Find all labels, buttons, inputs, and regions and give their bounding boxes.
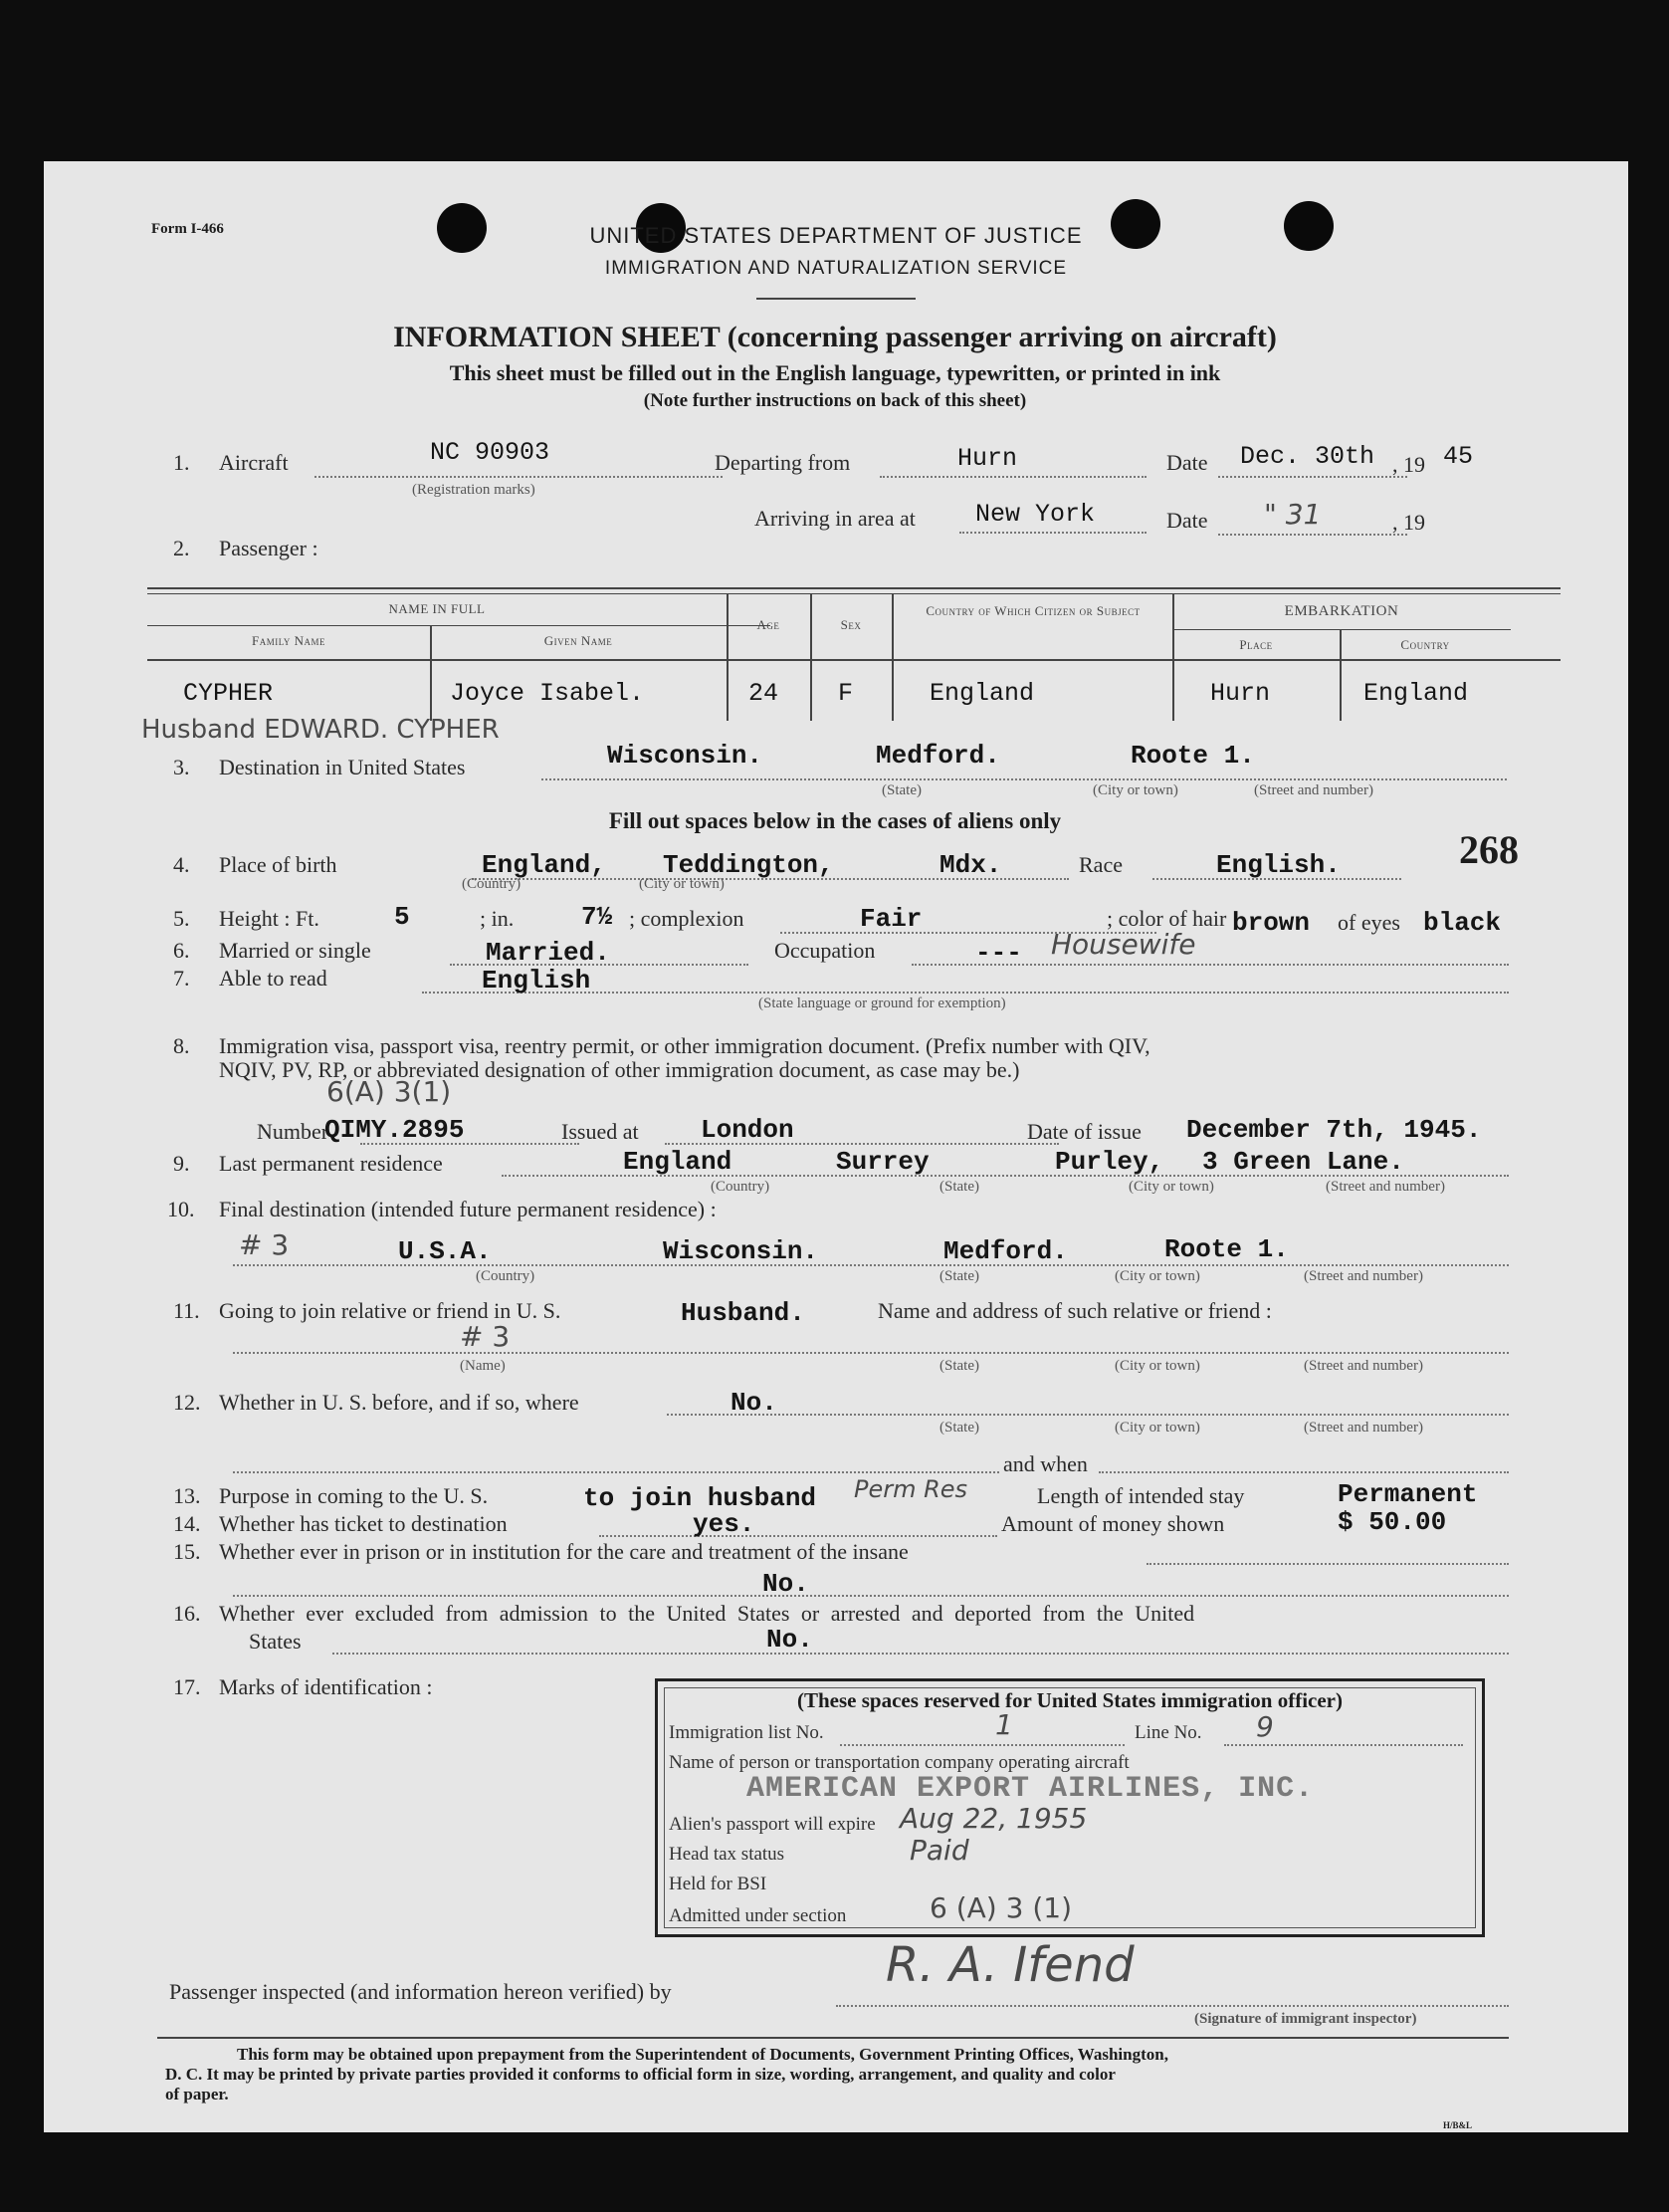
item-number: 6. bbox=[173, 938, 190, 963]
footer-rule bbox=[157, 2037, 1509, 2039]
col-sex: Sex bbox=[840, 617, 862, 632]
issued-label: Issued at bbox=[561, 1119, 639, 1144]
read-value: English bbox=[482, 966, 591, 995]
form-sheet bbox=[44, 161, 1628, 2132]
destination-state: Wisconsin. bbox=[607, 741, 763, 771]
relative-address-line bbox=[233, 1352, 1509, 1354]
col-name-in-full: NAME IN FULL bbox=[388, 601, 486, 616]
race-label: Race bbox=[1079, 852, 1123, 877]
caption-country: (Country) bbox=[462, 876, 522, 892]
inspector-signature: R. A. Ifend bbox=[886, 1937, 1135, 1993]
header-rule bbox=[756, 298, 916, 300]
aircraft-value: NC 90903 bbox=[430, 438, 550, 467]
complexion-label: ; complexion bbox=[629, 906, 744, 931]
occupation-handwritten: Housewife bbox=[1051, 928, 1196, 961]
visa-number-label: Number bbox=[257, 1119, 329, 1144]
departure-year: 45 bbox=[1443, 442, 1474, 471]
issue-date-label: Date of issue bbox=[1027, 1119, 1142, 1144]
stay-label: Length of intended stay bbox=[1037, 1483, 1245, 1508]
arrival-date: " 31 bbox=[1264, 498, 1322, 531]
date-label: Date bbox=[1166, 508, 1208, 533]
line-no-line bbox=[1224, 1744, 1463, 1746]
height-feet: 5 bbox=[394, 902, 410, 932]
caption-street: (Street and number) bbox=[1254, 782, 1373, 798]
ticket-label: Whether has ticket to destination bbox=[219, 1511, 508, 1536]
hair-value: brown bbox=[1232, 908, 1311, 938]
height-inches: 7½ bbox=[581, 902, 613, 932]
col-country-citizen: Country of Which Citizen or Subject bbox=[926, 603, 1141, 618]
money-value: $ 50.00 bbox=[1338, 1507, 1447, 1537]
issued-value: London bbox=[701, 1115, 794, 1145]
final-city: Medford. bbox=[943, 1236, 1068, 1266]
residence-country: England bbox=[623, 1147, 732, 1177]
form-title: INFORMATION SHEET (concerning passenger arriving on aircraft) bbox=[393, 321, 1277, 353]
final-street: Roote 1. bbox=[1164, 1234, 1289, 1264]
item-number: 5. bbox=[173, 906, 190, 931]
issue-date-value: December 7th, 1945. bbox=[1186, 1115, 1482, 1145]
previous-visit-line bbox=[667, 1414, 1509, 1416]
item-number: 7. bbox=[173, 966, 190, 991]
col-place: Place bbox=[1239, 637, 1273, 652]
prison-line bbox=[1147, 1563, 1509, 1565]
caption-city: (City or town) bbox=[1115, 1358, 1200, 1374]
relative-address-label: Name and address of such relative or friend : bbox=[878, 1298, 1272, 1323]
col-age: Age bbox=[756, 617, 780, 632]
cell-age: 24 bbox=[748, 679, 779, 708]
caption-country: (Country) bbox=[711, 1179, 770, 1195]
cell-sex: F bbox=[838, 679, 854, 708]
operator-stamp: AMERICAN EXPORT AIRLINES, INC. bbox=[746, 1772, 1315, 1806]
caption-country: (Country) bbox=[476, 1268, 535, 1284]
caption-city: (City or town) bbox=[1129, 1179, 1214, 1195]
previous-visit-label: Whether in U. S. before, and if so, where bbox=[219, 1390, 579, 1415]
identification-label: Marks of identification : bbox=[219, 1674, 433, 1699]
departure-date: Dec. 30th bbox=[1240, 442, 1375, 471]
destination-line bbox=[541, 778, 1507, 780]
purpose-value: to join husband bbox=[583, 1483, 817, 1513]
item-number: 12. bbox=[173, 1390, 201, 1415]
residence-street: 3 Green Lane. bbox=[1202, 1147, 1404, 1177]
cell-citizen: England bbox=[930, 679, 1035, 708]
height-label: Height : Ft. bbox=[219, 906, 319, 931]
prison-value: No. bbox=[762, 1569, 809, 1599]
marital-label: Married or single bbox=[219, 938, 371, 963]
item-number: 16. bbox=[173, 1601, 201, 1626]
complexion-value: Fair bbox=[860, 904, 923, 934]
signature-caption: (Signature of immigrant inspector) bbox=[1194, 2011, 1417, 2027]
ticket-value: yes. bbox=[693, 1509, 755, 1539]
money-label: Amount of money shown bbox=[1001, 1511, 1225, 1536]
caption-street: (Street and number) bbox=[1304, 1358, 1423, 1374]
list-label: Immigration list No. bbox=[669, 1722, 824, 1743]
excluded-label: Whether ever excluded from admission to the United States or arrested and deported from the United bbox=[219, 1601, 1195, 1626]
item-number: 4. bbox=[173, 852, 190, 877]
line-value: 9 bbox=[1256, 1710, 1274, 1743]
caption-city: (City or town) bbox=[639, 876, 725, 892]
residence-label: Last permanent residence bbox=[219, 1151, 443, 1176]
final-state: Wisconsin. bbox=[663, 1236, 819, 1266]
caption-name: (Name) bbox=[460, 1358, 506, 1374]
destination-city: Medford. bbox=[876, 741, 1000, 771]
caption-state: (State) bbox=[939, 1420, 979, 1436]
final-country: U.S.A. bbox=[398, 1236, 492, 1266]
officer-box-heading: (These spaces reserved for United States immigration officer) bbox=[796, 1688, 1343, 1712]
stay-value: Permanent bbox=[1338, 1479, 1478, 1509]
prison-label: Whether ever in prison or in institution for the care and treatment of the insane bbox=[219, 1539, 909, 1564]
purpose-label: Purpose in coming to the U. S. bbox=[219, 1483, 489, 1508]
item-number: 17. bbox=[173, 1674, 201, 1699]
year-prefix: , 19 bbox=[1392, 510, 1425, 535]
and-when-value-line bbox=[1099, 1471, 1509, 1473]
col-embarkation: EMBARKATION bbox=[1284, 603, 1399, 619]
excluded-label-cont: States bbox=[249, 1629, 302, 1654]
excluded-value: No. bbox=[766, 1625, 813, 1655]
line-label: Line No. bbox=[1135, 1722, 1202, 1743]
destination-street: Roote 1. bbox=[1131, 741, 1255, 771]
final-destination-label: Final destination (intended future permanent residence) : bbox=[219, 1197, 717, 1221]
visa-number: QIMY.2895 bbox=[324, 1115, 465, 1145]
item-number: 8. bbox=[173, 1033, 190, 1058]
race-value: English. bbox=[1216, 850, 1341, 880]
caption-city: (City or town) bbox=[1115, 1268, 1200, 1284]
caption-state: (State) bbox=[882, 782, 922, 798]
item-number: 2. bbox=[173, 536, 190, 560]
aircraft-line bbox=[314, 476, 723, 478]
date-line bbox=[1218, 534, 1407, 536]
signature-line bbox=[836, 2005, 1509, 2007]
col-family-name: Family Name bbox=[252, 633, 325, 648]
handwritten-note: Husband EDWARD. CYPHER bbox=[141, 715, 500, 745]
purpose-handwritten: Perm Res bbox=[854, 1475, 968, 1503]
arriving-line bbox=[959, 532, 1147, 534]
eyes-value: black bbox=[1423, 908, 1502, 938]
registration-caption: (Registration marks) bbox=[412, 482, 535, 498]
col-given-name: Given Name bbox=[543, 633, 613, 648]
caption-city: (City or town) bbox=[1093, 782, 1178, 798]
printer-code: H/B&L bbox=[1443, 2120, 1473, 2130]
col-country: Country bbox=[1400, 637, 1450, 652]
visa-instructions: Immigration visa, passport visa, reentry permit, or other immigration document. (Prefix number with QIV, bbox=[219, 1033, 1150, 1058]
admitted-value: 6 (A) 3 (1) bbox=[930, 1891, 1072, 1924]
marital-value: Married. bbox=[486, 938, 610, 968]
departing-line bbox=[880, 476, 1147, 478]
excluded-line bbox=[332, 1653, 1509, 1655]
caption-city: (City or town) bbox=[1115, 1420, 1200, 1436]
departing-label: Departing from bbox=[715, 450, 851, 475]
caption-street: (Street and number) bbox=[1304, 1268, 1423, 1284]
caption-state: (State) bbox=[939, 1268, 979, 1284]
join-relative-label: Going to join relative or friend in U. S. bbox=[219, 1298, 561, 1323]
aircraft-label: Aircraft bbox=[219, 450, 289, 475]
cell-country: England bbox=[1363, 679, 1469, 708]
list-line bbox=[840, 1744, 1125, 1746]
ticket-line bbox=[599, 1535, 997, 1537]
inches-label: ; in. bbox=[480, 906, 515, 931]
operator-label: Name of person or transportation company operating aircraft bbox=[669, 1752, 1130, 1773]
date-label: Date bbox=[1166, 450, 1208, 475]
aliens-only-heading: Fill out spaces below in the cases of aliens only bbox=[608, 808, 1062, 833]
item-number: 13. bbox=[173, 1483, 201, 1508]
join-relative-value: Husband. bbox=[681, 1298, 805, 1328]
caption-street: (Street and number) bbox=[1326, 1179, 1445, 1195]
and-when-label: and when bbox=[1003, 1451, 1088, 1476]
and-when-line bbox=[233, 1471, 999, 1473]
department-heading: UNITED STATES DEPARTMENT OF JUSTICE bbox=[589, 223, 1083, 248]
previous-visit-value: No. bbox=[730, 1388, 777, 1418]
relative-handwritten: # 3 bbox=[460, 1320, 511, 1353]
inspected-label: Passenger inspected (and information hereon verified) by bbox=[169, 1979, 672, 2004]
residence-state: Surrey bbox=[836, 1147, 930, 1177]
visa-handwritten: 6(A) 3(1) bbox=[326, 1075, 452, 1108]
punch-hole bbox=[1284, 201, 1334, 251]
passport-expiry: Aug 22, 1955 bbox=[900, 1802, 1088, 1835]
date-line bbox=[1218, 476, 1407, 478]
passenger-label: Passenger : bbox=[219, 536, 318, 560]
birth-county: Mdx. bbox=[939, 850, 1002, 880]
punch-hole bbox=[437, 203, 487, 253]
item-number: 1. bbox=[173, 450, 190, 475]
prison-line-2 bbox=[233, 1595, 1509, 1597]
form-number: Form I-466 bbox=[151, 221, 224, 237]
birthplace-label: Place of birth bbox=[219, 852, 337, 877]
footer-line-3: of paper. bbox=[165, 2085, 229, 2103]
headtax-value: Paid bbox=[910, 1834, 969, 1867]
cell-place: Hurn bbox=[1210, 679, 1271, 708]
year-prefix: , 19 bbox=[1392, 452, 1425, 477]
instruction-note: (Note further instructions on back of this sheet) bbox=[643, 390, 1027, 411]
admitted-label: Admitted under section bbox=[669, 1905, 847, 1926]
cell-given-name: Joyce Isabel. bbox=[450, 679, 645, 708]
headtax-label: Head tax status bbox=[669, 1844, 785, 1865]
arriving-label: Arriving in area at bbox=[754, 506, 916, 531]
read-caption: (State language or ground for exemption) bbox=[758, 995, 1006, 1011]
birth-city: Teddington, bbox=[663, 850, 834, 880]
item-number: 10. bbox=[167, 1197, 195, 1221]
item-number: 14. bbox=[173, 1511, 201, 1536]
birth-country: England, bbox=[482, 850, 606, 880]
item-number: 3. bbox=[173, 755, 190, 779]
visa-instructions-cont: NQIV, PV, RP, or abbreviated designation of other immigration document, as case may be.) bbox=[219, 1057, 1020, 1082]
final-destination-handwritten: # 3 bbox=[239, 1228, 290, 1261]
departing-value: Hurn bbox=[957, 444, 1018, 473]
occupation-label: Occupation bbox=[774, 938, 876, 963]
residence-city: Purley, bbox=[1055, 1147, 1164, 1177]
item-number: 15. bbox=[173, 1539, 201, 1564]
instruction-line: This sheet must be filled out in the English language, typewritten, or printed in ink bbox=[449, 360, 1221, 385]
service-heading: IMMIGRATION AND NATURALIZATION SERVICE bbox=[604, 258, 1068, 279]
hair-label: ; color of hair bbox=[1107, 906, 1227, 931]
bsi-label: Held for BSI bbox=[669, 1874, 767, 1894]
occupation-dash: --- bbox=[975, 938, 1022, 968]
destination-label: Destination in United States bbox=[219, 755, 466, 779]
cell-family-name: CYPHER bbox=[183, 679, 274, 708]
list-value: 1 bbox=[995, 1708, 1013, 1741]
passport-label: Alien's passport will expire bbox=[669, 1814, 876, 1835]
footer-line-1: This form may be obtained upon prepayment from the Superintendent of Documents, Government Printing Offices, Washington, bbox=[237, 2045, 1168, 2064]
item-number: 9. bbox=[173, 1151, 190, 1176]
eyes-label: of eyes bbox=[1338, 910, 1400, 935]
marginal-number: 268 bbox=[1459, 827, 1519, 872]
caption-state: (State) bbox=[939, 1358, 979, 1374]
read-label: Able to read bbox=[219, 966, 327, 991]
item-number: 11. bbox=[173, 1298, 200, 1323]
arriving-value: New York bbox=[975, 500, 1096, 529]
caption-state: (State) bbox=[939, 1179, 979, 1195]
caption-street: (Street and number) bbox=[1304, 1420, 1423, 1436]
footer-line-2: D. C. It may be printed by private parties provided it conforms to official form in size, wording, arrangement, and quality and color bbox=[165, 2065, 1116, 2084]
